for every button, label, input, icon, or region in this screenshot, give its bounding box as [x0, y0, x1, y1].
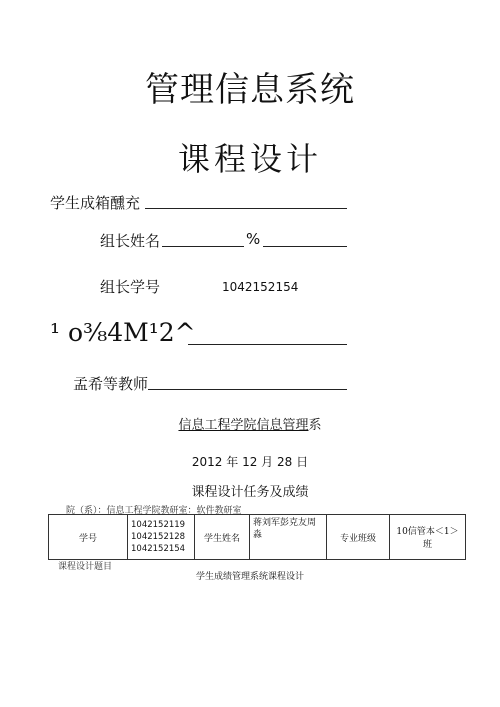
date-month: 12 [242, 455, 258, 469]
leader-id-label: 组长学号 [100, 278, 161, 296]
leader-name-blank-2 [263, 232, 347, 247]
student-names: 蒋刘军彭克友周淼 [250, 515, 327, 560]
topic-value: 学生成绩管理系统课程设计 [195, 572, 304, 582]
major-class-value: 10信管本＜1＞班 [390, 515, 466, 560]
date-month-char: 月 [261, 455, 274, 469]
task-sheet-title: 课程设计任务及成绩 [191, 485, 309, 500]
document-subtitle: 课程设计 [177, 140, 322, 178]
date-day: 28 [277, 455, 293, 469]
leader-name-blank [162, 232, 244, 247]
leader-id-value: 1042152154 [222, 280, 299, 294]
topic-label: 课程设计题目 [58, 562, 113, 572]
date-year-char: 年 [226, 455, 239, 469]
major-class-header: 专业班级 [327, 515, 390, 560]
garbled-field-label: ¹ o³⁄₈4M¹2^ [50, 318, 196, 347]
garbled-field-blank [188, 330, 347, 345]
advisor-blank [148, 375, 347, 390]
student-id: 1042152154 [131, 544, 186, 554]
date-year: 2012 [191, 455, 223, 469]
student-info-table [48, 514, 466, 560]
student-id-list [128, 515, 195, 560]
leader-name-label: 组长姓名 [100, 232, 161, 250]
table-row [49, 515, 466, 560]
advisor-label: 孟希等教师 [73, 375, 149, 393]
date-day-char: 日 [296, 455, 309, 469]
department-major: 信息管理 [256, 418, 309, 433]
submission-date [0, 453, 500, 470]
student-name-label: 学生成箱醺充 [50, 194, 141, 212]
department-college: 信息工程学院 [178, 418, 257, 433]
department-suffix: 系 [308, 418, 322, 433]
student-name-blank [145, 194, 347, 209]
faculty-line: 院（系）：信息工程学院教研室：软件教研室 [66, 506, 242, 516]
leader-name-separator: % [246, 230, 261, 248]
student-id: 1042152119 [131, 520, 186, 530]
document-title: 管理信息系统 [145, 70, 355, 110]
student-id: 1042152128 [131, 532, 186, 542]
student-name-header: 学生姓名 [195, 515, 250, 560]
student-id-header: 学号 [49, 515, 128, 560]
department-line [0, 414, 500, 433]
